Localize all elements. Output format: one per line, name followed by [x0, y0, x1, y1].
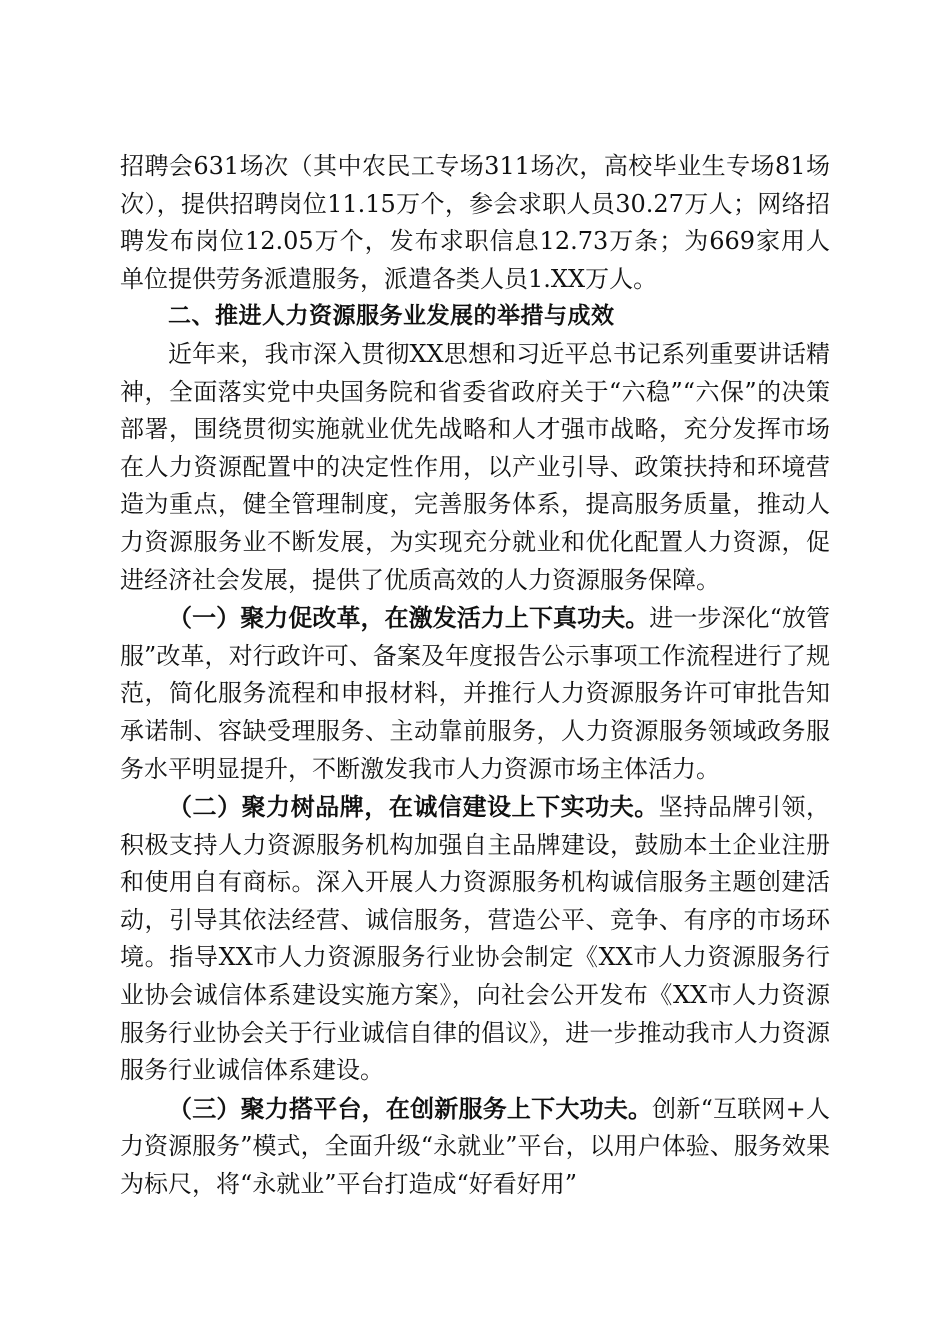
- paragraph-brand-lead: （二）聚力树品牌，在诚信建设上下实功夫。: [168, 792, 659, 822]
- document-body: [120, 148, 830, 1204]
- paragraph-reform: [120, 599, 830, 788]
- paragraph-intro: 近年来，我市深入贯彻XX思想和习近平总书记系列重要讲话精神，全面落实党中央国务院和省委省政府关于“六稳”“六保”的决策部署，围绕贯彻实施就业优先战略和人才强市战略，充分发挥市场在人力资源配置中的决定性作用，以产业引导、政策扶持和环境营造为重点，健全管理制度，完善服务体系，提高服务质量，推动人力资源服务业不断发展，为实现充分就业和优化配置人力资源，促进经济社会发展，提供了优质高效的人力资源服务保障。: [120, 339, 830, 594]
- paragraph-platform-lead: （三）聚力搭平台，在创新服务上下大功夫。: [168, 1093, 653, 1123]
- paragraph-reform-text: 进一步深化“放管服”改革，对行政许可、备案及年度报告公示事项工作流程进行了规范，简化服务流程和申报材料，并推行人力资源服务许可审批告知承诺制、容缺受理服务、主动靠前服务，人力资源服务领域政务服务水平明显提升，不断激发我市人力资源市场主体活力。: [120, 604, 830, 783]
- paragraph-recruitment-stats: 招聘会631场次（其中农民工专场311场次，高校毕业生专场81场次），提供招聘岗位11.15万个，参会求职人员30.27万人；网络招聘发布岗位12.05万个，发布求职信息12.73万条；为669家用人单位提供劳务派遣服务，派遣各类人员1.XX万人。: [120, 152, 830, 293]
- paragraph-brand: [120, 788, 830, 1090]
- paragraph-reform-lead: （一）聚力促改革，在激发活力上下真功夫。: [168, 603, 650, 633]
- paragraph-platform: [120, 1090, 830, 1204]
- paragraph-brand-text: 坚持品牌引领，积极支持人力资源服务机构加强自主品牌建设，鼓励本土企业注册和使用自有商标。深入开展人力资源服务机构诚信服务主题创建活动，引导其依法经营、诚信服务，营造公平、竞争、有序的市场环境。指导XX市人力资源服务行业协会制定《XX市人力资源服务行业协会诚信体系建设实施方案》，向社会公开发布《XX市人力资源服务行业协会关于行业诚信自律的倡议》，进一步推动我市人力资源服务行业诚信体系建设。: [120, 793, 831, 1085]
- paragraph-platform-text: 创新“互联网+人力资源服务”模式，全面升级“永就业”平台，以用户体验、服务效果为标尺，将“永就业”平台打造成“好看好用”: [120, 1094, 830, 1199]
- section-heading: 二、推进人力资源服务业发展的举措与成效: [168, 303, 615, 330]
